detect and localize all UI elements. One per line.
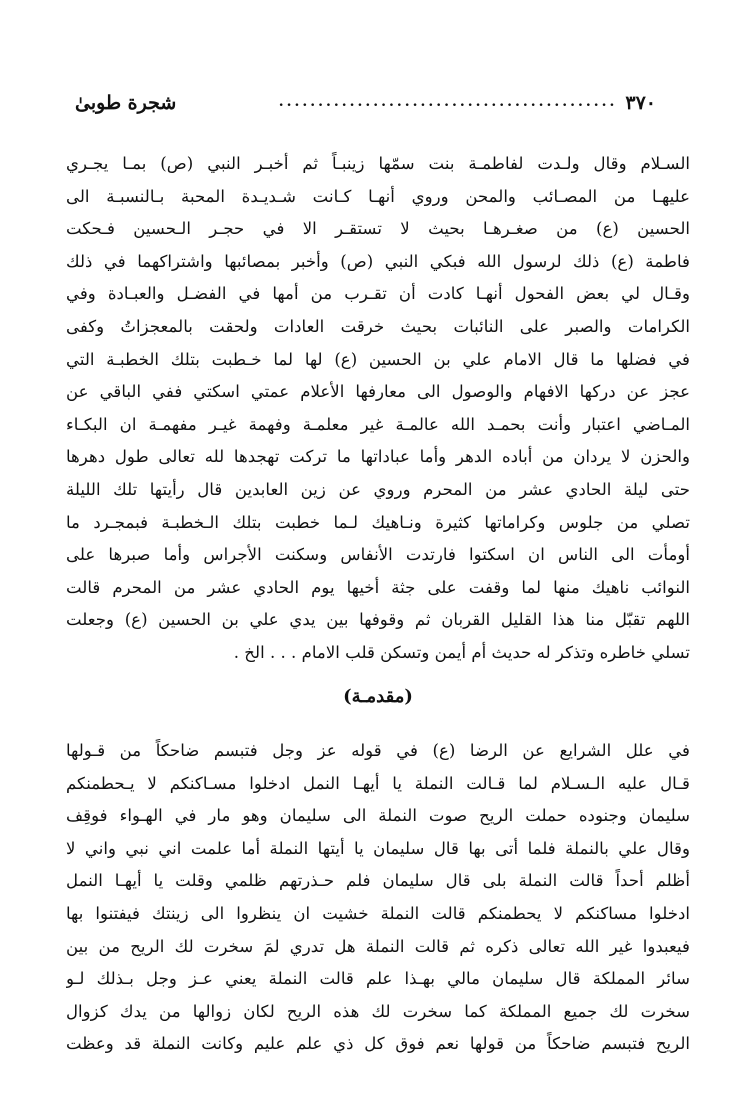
text-line: عليهـا من المصـائب والمحن وروي أنهـا كـانت شـديـدة المحبة بـالنسبـة الى <box>66 186 690 206</box>
text-line: المـاضي اعتبار وأنت بحمـد الله عالمـة غير معلمـة وفهمة غيـر مفهمـة ان البكـاء <box>66 414 690 434</box>
text-line: قـال عليه الـسـلام لما قـالت النملة يا أيهـا النمل ادخلوا مسـاكنكم لا يـحطمنكم <box>66 773 690 793</box>
text-line: والحزن لا يردان من أباده الدهر وأما عباداتها ما تركت تهجدها لله تعالى طول دهرها <box>66 447 690 467</box>
text-line: حتى ليلة الحادي عشر من المحرم وروي عن زين العابدين قال رأيتها تلك الليلة <box>66 479 690 499</box>
text-line: سخرت لك جميع المملكة كما سخرت لك هذه الريح لكان زوالها من يدك كزوال <box>66 1001 690 1021</box>
text-line: تسلي خاطره وتذكر له حديث أم أيمن وتسكن قلب الامام . . . الخ . <box>233 642 690 662</box>
text-line: أومأت الى الناس ان اسكتوا فارتدت الأنفاس وسكنت الأجراس وأما صبرها على <box>66 545 690 565</box>
body-paragraph-1 <box>66 148 690 670</box>
text-line: ادخلوا مساكنكم لا يحطمنكم قالت النملة خشيت ان ينظروا الى زينتك فيفتنوا بها <box>66 903 690 923</box>
running-title: شجرة طوبىٰ <box>75 92 177 114</box>
text-line: الكرامات والصبر على النائبات بحيث خرقت العادات ولحقت بالمعجزاتُ وكفى <box>66 316 690 336</box>
body-paragraph-2 <box>66 735 690 1061</box>
text-line: النوائب ناهيك منها لما وقفت على جثة أخيها يوم الحادي عشر من المحرم قالت <box>66 577 690 597</box>
text-line: السـلام وقال ولـدت لفاطمـة بنت سمّها زينبـاً ثم أخبـر النبي (ص) بمـا يجـري <box>66 154 690 173</box>
text-line: تصلي من جلوس وكراماتها كثيرة ونـاهيك لـما خطبت بتلك الـخطبـة فبمجـرد ما <box>66 512 690 532</box>
text-line: أظلم أحداً قالت النملة بلى قال سليمان فلم حـذرتهم ظلمي وقلت يا أيهـا النمل <box>66 871 690 891</box>
text-line: في فضلها ما قال الامام علي بن الحسين (ع) لها لما خـطبت بتلك الخطبـة التي <box>66 349 690 369</box>
text-line: الحسين (ع) من صغـرهـا بحيث لا تستقـر الا في حجـر الـحسين فـحكت <box>66 219 690 239</box>
text-line: فاطمة (ع) ذلك لرسول الله فبكي النبي (ص) وأخبر بمصائبها واشتراكهما في ذلك <box>66 251 690 271</box>
page-number: ٣٧٠ <box>625 92 656 114</box>
text-line: اللهم تقبّل منا هذا القليل القربان ثم وقوفها بين يدي علي بن الحسين (ع) وجعلت <box>66 610 690 630</box>
dot-leader: ........................................... <box>278 95 618 109</box>
text-line: فيعبدوا غير الله تعالى ذكره ثم قالت النملة هل تدري لمَ سخرت لك الريح من بين <box>66 936 690 956</box>
text-line: في علل الشرايع عن الرضا (ع) في قوله عز وجل فتبسم ضاحكاً من قـولها <box>66 741 690 760</box>
text-line: عجز عن دركها الافهام والوصول الى معارفها الأعلام عمتي اسكتي ففي الباقي عن <box>66 382 690 402</box>
section-heading: (مقدمـة) <box>343 686 413 707</box>
text-line: وقال علي بالنملة فلما أتى بها قال سليمان يا أيتها النملة أما علمت اني نبي واني لا <box>66 838 690 858</box>
text-line: سائر المملكة قال سليمان مالي بهـذا علم قالت النملة يعني عـز وجل بـذلك لـو <box>66 969 690 989</box>
text-line: سليمان وجنوده حملت الريح صوت النملة الى سليمان وهو مار في الهـواء فوقِف <box>66 806 690 826</box>
text-line: الريح فتبسم ضاحكاً من قولها نعم فوق كل ذي علم عليم وكانت النملة قد وعظت <box>66 1034 690 1054</box>
text-line: وقـال لي بعض الفحول أنهـا كادت أن تقـرب من أمها في الفضـل والعبـادة وفي <box>66 284 690 304</box>
page-header <box>75 86 656 114</box>
